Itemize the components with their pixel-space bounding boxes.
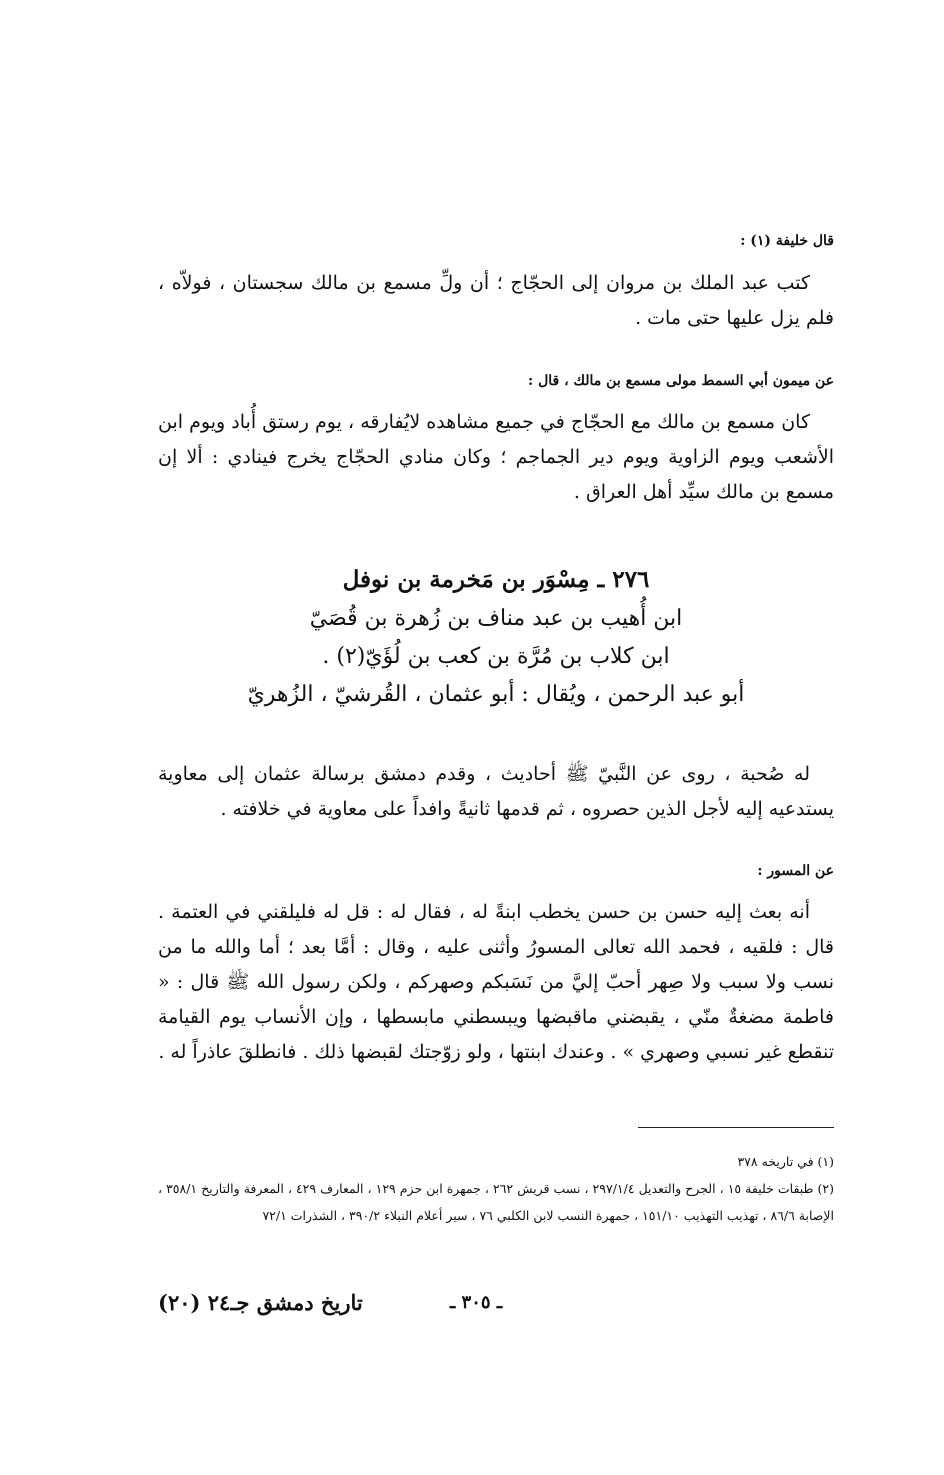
paragraph-misma [158,405,834,510]
paragraph-text: أنه بعث إليه حسن بن حسن يخطب ابنةً له ، فقال له : قل له فليلقني في العتمة . قال : فلقيه ، فحمد الله تعالى المسورُ وأثنى عليه ، وقال : أمَّا بعد ؛ أما والله ما من نسب ولا سبب ولا صِهر أحبّ إليَّ من نَسَبكم وصهركم ، ولكن رسول الله ﷺ قال : « فاطمة مضغةٌ منّي ، يقبضني ماقبضها ويبسطني مابسطها ، وإن الأنساب يوم القيامة تنقطع غير نسبي وصهري » . وعندك ابنتها ، ولو زوّجتك لقبضها ذلك . فانطلقَ عاذراً له . [158,901,834,1063]
kunya-line: أبو عبد الرحمن ، ويُقال : أبو عثمان ، القُرشيّ ، الزُهريّ [247,682,745,707]
paragraph-narration [158,895,834,1070]
book-title-footer: تاريخ دمشق جـ٢٤ (٢٠) [158,1290,363,1315]
paragraph-text: له صُحبة ، روى عن النَّبيّ ﷺ أحاديث ، وقدم دمشق برسالة عثمان إلى معاوية يستدعيه إليه لأجل الذين حصروه ، ثم قدمها ثانيةً وافداً على معاوية في خلافته . [158,763,834,820]
paragraph-text: كتب عبد الملك بن مروان إلى الحجّاج ؛ أن ولِّ مسمع بن مالك سجستان ، فولاّه ، فلم يزل عليها حتى مات . [158,272,834,329]
source-line-maymun: عن ميمون أبي السمط مولى مسمع بن مالك ، قال : [528,373,834,389]
source-line-miswar: عن المسور : [757,863,834,879]
footnotes [158,1148,834,1229]
lineage-line-2: ابن كلاب بن مُرَّة بن كعب بن لُؤَيّ(٢) . [322,644,670,669]
paragraph-abdulmalik [158,266,834,336]
entry-heading [158,560,834,714]
page-number: ـ ٣٠٥ ـ [450,1292,503,1313]
lineage-line-1: ابن أُهيب بن عبد مناف بن زُهرة بن قُصَيّ [309,606,683,631]
footnote-2: (٢) طبقات خليفة ١٥ ، الجرح والتعديل ٢٩٧/١/٤ ، نسب قريش ٢٦٢ ، جمهرة ابن حزم ١٢٩ ، المعارف ٤٢٩ ، المعرفة والتاريخ ٣٥٨/١ ، الإصابة ٨٦/٦ ، تهذيب التهذيب ١٥١/١٠ ، جمهرة النسب لابن الكلبي ٧٦ ، سير أعلام النبلاء ٣٩٠/٢ ، الشذرات ٧٢/١ [158,1181,835,1223]
paragraph-text: كان مسمع بن مالك مع الحجّاج في جميع مشاهده لايُفارقه ، يوم رستق أُباد ويوم ابن الأشعب ويوم الزاوية ويوم دير الجماجم ؛ وكان منادي الحجّاج يخرج فينادي : ألا إن مسمع بن مالك سيِّد أهل العراق . [158,411,834,503]
entry-title: ٢٧٦ ـ مِسْوَر بن مَخرمة بن نوفل [342,566,650,593]
source-line-khalifa: قال خليفة (١) : [740,233,834,249]
paragraph-biography [158,757,834,827]
footnote-divider [638,1127,834,1128]
footnote-1: (١) في تاريخه ٣٧٨ [737,1154,834,1169]
